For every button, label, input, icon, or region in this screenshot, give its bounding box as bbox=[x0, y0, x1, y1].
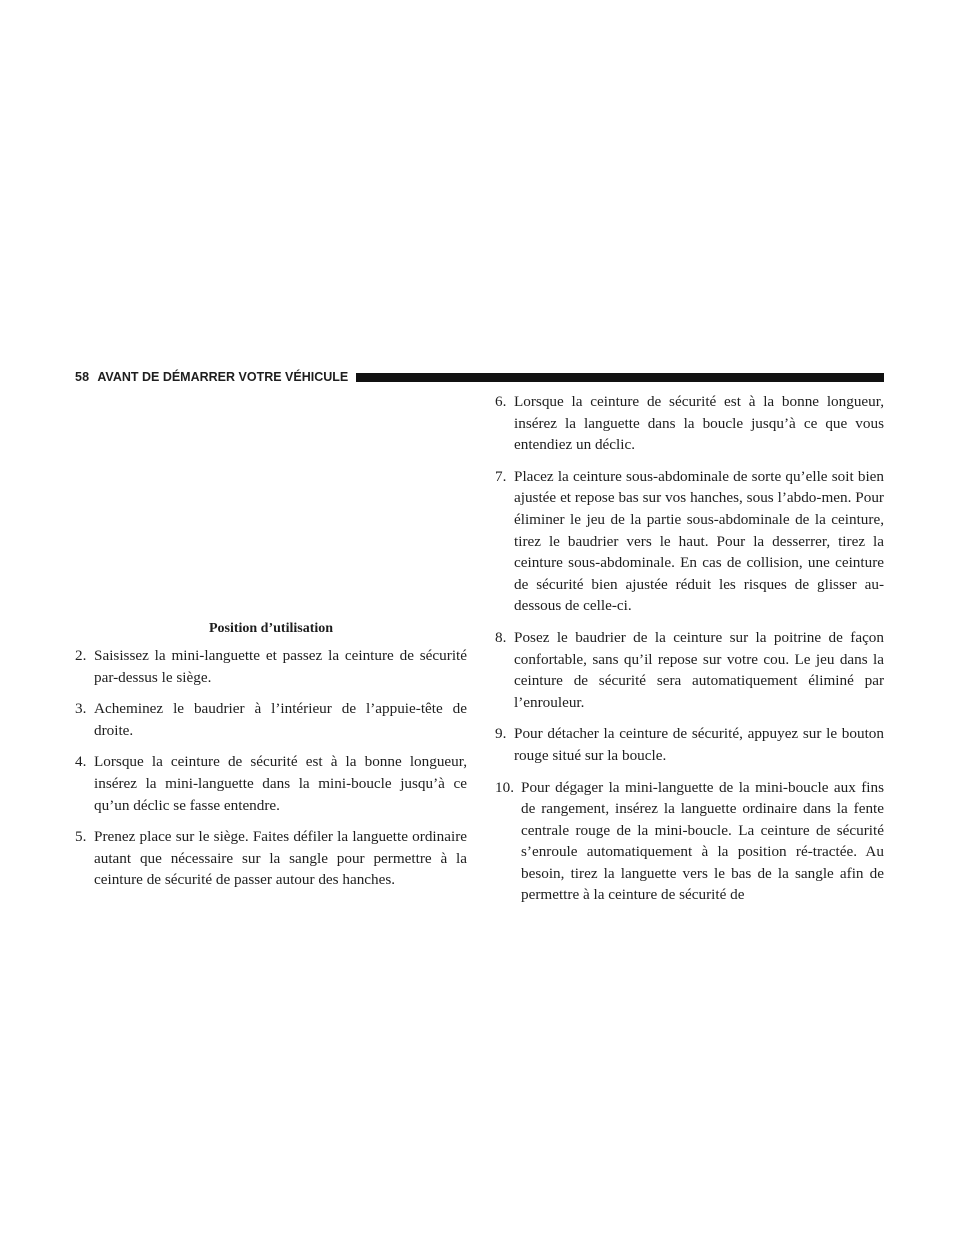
list-item bbox=[495, 391, 884, 456]
list-item bbox=[75, 826, 467, 891]
list-item-number: 4. bbox=[75, 753, 87, 771]
list-item-number: 10. bbox=[495, 778, 514, 796]
list-item-text: Lorsque la ceinture de sécurité est à la bonne longueur, insérez la languette dans la boucle jusqu’à ce que vous entendiez un déclic. bbox=[514, 393, 884, 454]
right-column bbox=[495, 391, 884, 916]
list-item-text: Posez le baudrier de la ceinture sur la poitrine de façon confortable, sans qu’il repose sur votre cou. Le jeu dans la ceinture de sécurité sera automatiquement éliminé par l’enrouleur. bbox=[514, 628, 884, 711]
list-item-text: Prenez place sur le siège. Faites défiler la languette ordinaire autant que nécessaire sur la sangle pour permettre à la ceinture de sécurité de passer autour des hanches. bbox=[94, 828, 467, 889]
list-item-text: Pour dégager la mini-languette de la mini-boucle aux fins de rangement, insérez la languette ordinaire dans la fente centrale rouge de la mini-boucle. La ceinture de sécurité s’enroule automatiquement à la position ré-tractée. Au besoin, tirez la languette vers le bas de la sangle afin de permettre à la ceinture de sécurité de bbox=[521, 778, 884, 904]
list-item-number: 5. bbox=[75, 828, 87, 846]
section-title: AVANT DE DÉMARRER VOTRE VÉHICULE bbox=[97, 370, 349, 384]
list-item-text: Acheminez le baudrier à l’intérieur de l’appuie-tête de droite. bbox=[94, 700, 467, 739]
list-item bbox=[75, 645, 467, 688]
list-item-number: 2. bbox=[75, 647, 87, 664]
list-item bbox=[75, 698, 467, 741]
list-item-text: Lorsque la ceinture de sécurité est à la bonne longueur, insérez la mini-languette dans la mini-boucle jusqu’à ce qu’un déclic se fasse entendre. bbox=[94, 753, 467, 814]
list-item-number: 6. bbox=[495, 393, 507, 410]
list-item bbox=[495, 723, 884, 766]
list-item-number: 8. bbox=[495, 628, 507, 646]
list-item-text: Pour détacher la ceinture de sécurité, appuyez sur le bouton rouge situé sur la boucle. bbox=[514, 725, 884, 764]
list-item bbox=[495, 777, 884, 907]
page-number: 58 bbox=[75, 370, 90, 384]
figure-caption: Position d’utilisation bbox=[208, 621, 334, 636]
list-item-number: 3. bbox=[75, 700, 87, 718]
left-column bbox=[75, 645, 467, 901]
header-rule bbox=[356, 373, 884, 382]
figure-image-area bbox=[75, 395, 467, 615]
list-item bbox=[495, 466, 884, 617]
list-item bbox=[75, 751, 467, 816]
list-item-number: 9. bbox=[495, 725, 507, 743]
page-header bbox=[75, 369, 884, 385]
list-item bbox=[495, 627, 884, 713]
list-item-text: Saisissez la mini-languette et passez la ceinture de sécurité par-dessus le siège. bbox=[94, 647, 467, 686]
list-item-number: 7. bbox=[495, 467, 507, 485]
list-item-text: Placez la ceinture sous-abdominale de sorte qu’elle soit bien ajustée et repose bas sur vos hanches, sous l’abdo-men. Pour éliminer le jeu de la partie sous-abdominale de la ceinture, tirez le baudrier vers le haut. Pour la desserrer, tirez la ceinture sous-abdominale. En cas de collision, une ceinture de sécurité bien ajustée réduit les risques de glisser au-dessous de celle-ci. bbox=[514, 467, 884, 615]
